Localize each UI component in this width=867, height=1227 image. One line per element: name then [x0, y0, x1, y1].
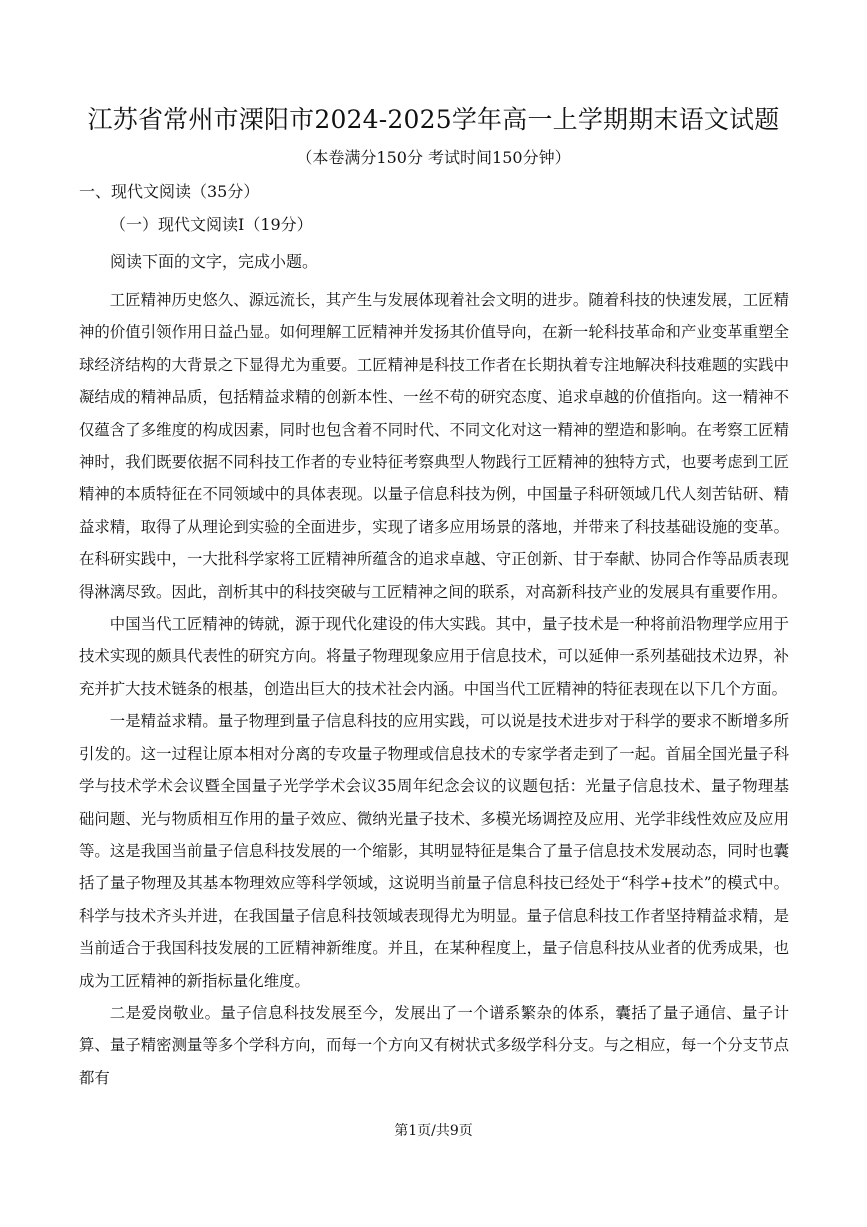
subsection-heading: （一）现代文阅读Ⅰ（19分） [110, 215, 313, 234]
document-title: 江苏省常州市溧阳市2024-2025学年高一上学期期末语文试题 [87, 105, 780, 134]
reading-passage [79, 284, 789, 1094]
document-subtitle: （本卷满分150分 考试时间150分钟） [296, 148, 571, 167]
page-number-footer: 第1页/共9页 [394, 1123, 473, 1139]
passage-paragraph: 工匠精神历史悠久、源远流长，其产生与发展体现着社会文明的进步。随着科技的快速发展，工匠精神的价值引领作用日益凸显。如何理解工匠精神并发扬其价值导向，在新一轮科技革命和产业变革重塑全球经济结构的大背景之下显得尤为重要。工匠精神是科技工作者在长期执着专注地解决科技难题的实践中凝结成的精神品质，包括精益求精的创新本性、一丝不苟的研究态度、追求卓越的价值指向。这一精神不仅蕴含了多维度的构成因素，同时也包含着不同时代、不同文化对这一精神的塑造和影响。在考察工匠精神时，我们既要依据不同科技工作者的专业特征考察典型人物践行工匠精神的独特方式，也要考虑到工匠精神的本质特征在不同领域中的具体表现。以量子信息科技为例，中国量子科研领域几代人刻苦钻研、精益求精，取得了从理论到实验的全面进步，实现了诸多应用场景的落地，并带来了科技基础设施的变革。在科研实践中，一大批科学家将工匠精神所蕴含的追求卓越、守正创新、甘于奉献、协同合作等品质表现得淋漓尽致。因此，剖析其中的科技突破与工匠精神之间的联系，对高新科技产业的发展具有重要作用。 [79, 291, 789, 601]
passage-paragraph: 中国当代工匠精神的铸就，源于现代化建设的伟大实践。其中，量子技术是一种将前沿物理学应用于技术实现的颇具代表性的研究方向。将量子物理现象应用于信息技术，可以延伸一系列基础技术边界，补充并扩大技术链条的根基，创造出巨大的技术社会内涵。中国当代工匠精神的特征表现在以下几个方面。 [79, 615, 789, 698]
passage-paragraph: 一是精益求精。量子物理到量子信息科技的应用实践，可以说是技术进步对于科学的要求不断增多所引发的。这一过程让原本相对分离的专攻量子物理或信息技术的专家学者走到了一起。首届全国光量子科学与技术学术会议暨全国量子光学学术会议35周年纪念会议的议题包括：光量子信息技术、量子物理基础问题、光与物质相互作用的量子效应、微纳光量子技术、多模光场调控及应用、光学非线性效应及应用等。这是我国当前量子信息科技发展的一个缩影，其明显特征是集合了量子信息技术发展动态，同时也囊括了量子物理及其基本物理效应等科学领域，这说明当前量子信息科技已经处于“科学+技术”的模式中。科学与技术齐头并进，在我国量子信息科技领域表现得尤为明显。量子信息科技工作者坚持精益求精，是当前适合于我国科技发展的工匠精神新维度。并且，在某种程度上，量子信息科技从业者的优秀成果，也成为工匠精神的新指标量化维度。 [79, 712, 789, 990]
section-heading: 一、现代文阅读（35分） [79, 182, 260, 201]
reading-instruction: 阅读下面的文字，完成小题。 [110, 252, 319, 271]
passage-paragraph: 二是爱岗敬业。量子信息科技发展至今，发展出了一个谱系繁杂的体系，囊括了量子通信、量子计算、量子精密测量等多个学科方向，而每一个方向又有树状式多级学科分支。与之相应，每一个分支节点都有 [79, 1003, 789, 1087]
